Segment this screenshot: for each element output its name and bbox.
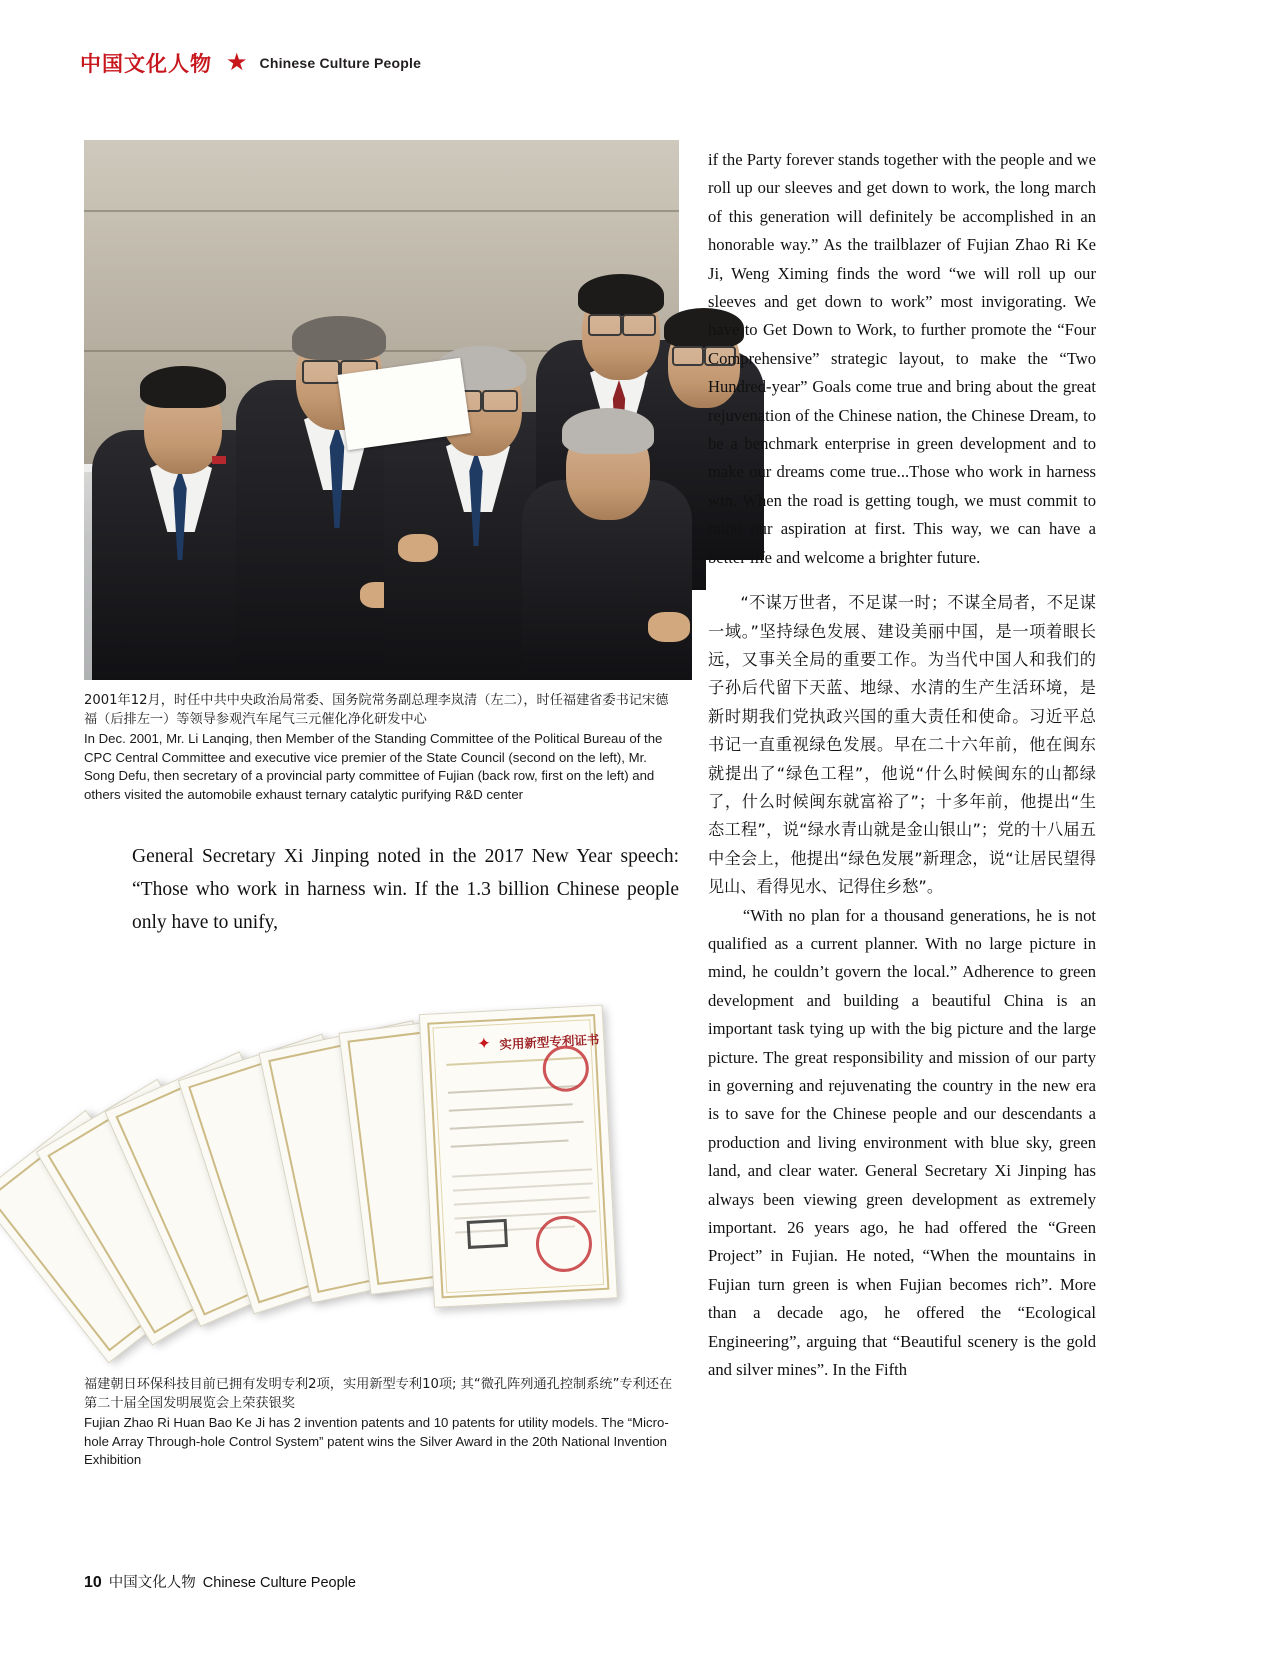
pull-quote: General Secretary Xi Jinping noted in the 2017 New Year speech: “Those who work in harness win. If the 1.3 billion Chinese people only have to unify, — [132, 846, 679, 933]
photo-bottom-caption-chinese: 福建朝日环保科技目前已拥有发明专利2项，实用新型专利10项; 其“微孔阵列通孔控制系统”专利还在第二十届全国发明展览会上荣获银奖 — [84, 1377, 673, 1411]
photo-bottom-caption-english: Fujian Zhao Ri Huan Bao Ke Ji has 2 invention patents and 10 patents for utility models. The “Micro-hole Array Through-hole Control System” patent wins the Silver Award in the 20th National Invention Exhibition — [84, 1415, 669, 1467]
right-column — [708, 146, 1096, 1384]
masthead-chinese-title: 中国文化人物 — [80, 52, 212, 76]
left-column — [84, 140, 679, 1470]
masthead-english-title: Chinese Culture People — [259, 55, 422, 71]
footer-english-title: Chinese Culture People — [202, 1575, 356, 1591]
page-footer — [84, 1571, 356, 1592]
patent-certificates-fan-photo — [84, 987, 679, 1357]
body-paragraph-en-2: “With no plan for a thousand generations, he is not qualified as a current planner. With no large picture in mind, he couldn’t govern the local.” Adherence to green development and building a beautiful China is an important task tying up with the big picture and the large picture. The great responsibility and mission of our party in governing and rejuvenating the country in the new era is to save for the Chinese people and our descendants a production and living environment with blue sky, green land, and clear water. General Secretary Xi Jinping has always been viewing green development as extremely important. 26 years ago, he had offered the “Green Project” in Fujian. He noted, “When the mountains in Fujian turn green is when Fujian becomes rich”. More than a decade ago, he offered the “Ecological Engineering”, arguing that “Beautiful scenery is the gold and silver mines”. In the Fifth — [708, 905, 1096, 1380]
photo-top-caption-chinese: 2001年12月，时任中共中央政治局常委、国务院常务副总理李岚清（左二），时任福建省委书记宋德福（后排左一）等领导参观汽车尾气三元催化净化研发中心 — [84, 693, 669, 727]
certificate-title: 实用新型专利证书 — [499, 1031, 600, 1053]
body-paragraph-cn-1: “不谋万世者，不足谋一时；不谋全局者，不足谋一域。”坚持绿色发展、建设美丽中国，是一项着眼长远，又事关全局的重要工作。为当代中国人和我们的子孙后代留下天蓝、地绿、水清的生产生活环境，是新时期我们党执政兴国的重大责任和使命。习近平总书记一直重视绿色发展。早在二十六年前，他在闽东就提出了“绿色工程”，他说“什么时候闽东的山都绿了，什么时候闽东就富裕了”；十多年前，他提出“生态工程”，说“绿水青山就是金山银山”；党的十八届五中全会上，他提出“绿色发展”新理念，说“让居民望得见山、看得见水、记得住乡愁”。 — [708, 593, 1096, 897]
body-paragraph-en-1: if the Party forever stands together with the people and we roll up our sleeves and get down to work, the long march of this generation will definitely be accomplished in an honorable way.” As the trailblazer of Fujian Zhao Ri Ke Ji, Weng Ximing finds the word “we will roll up our sleeves and get down to work” most invigorating. We have to Get Down to Work, to further promote the “Four Comprehensive” strategic layout, to make the “Two Hundred-year” Goals come true and bring about the great rejuvenation of the Chinese nation, the Chinese Dream, to be a benchmark enterprise in green development and to make our dreams come true...Those who work in harness win. When the road is getting tough, we must commit to mind our aspiration at first. This way, we can have a better life and welcome a brighter future. — [708, 150, 1096, 567]
photo-top-caption-english: In Dec. 2001, Mr. Li Lanqing, then Member of the Standing Committee of the Political Bureau of the CPC Central Committee and executive vice premier of the State Council (second on the left), Mr. Song Defu, then secretary of a provincial party committee of Fujian (back row, first on the left) and others visited the automobile exhaust ternary catalytic purifying R&D center — [84, 731, 663, 802]
wall-seam — [84, 210, 679, 212]
certificate-sheet-front: ✦ 实用新型专利证书 — [419, 1005, 618, 1308]
masthead — [80, 48, 421, 78]
footer-chinese-title: 中国文化人物 — [108, 1575, 196, 1591]
red-star-icon: ★ — [226, 50, 248, 76]
page-number: 10 — [84, 1574, 102, 1591]
officials-inspecting-catalytic-converters-photo — [84, 140, 679, 680]
signature-stamp — [467, 1219, 508, 1249]
